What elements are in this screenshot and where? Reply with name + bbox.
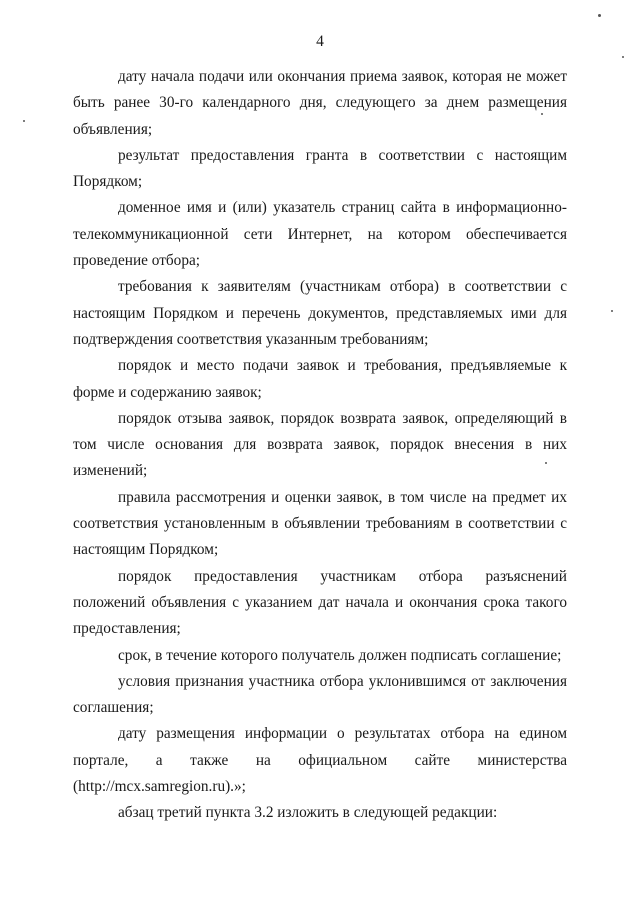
paragraph: абзац третий пункта 3.2 изложить в следующей редакции: (118, 804, 498, 822)
paragraph: требования к заявителям (участникам отбора) в соответствии с настоящим Порядком и перечень документов, представляемых ими для подтверждения соответствия указанным требованиям; (73, 278, 567, 348)
scan-speck (545, 462, 547, 464)
scan-speck (622, 56, 624, 58)
page-number: 4 (316, 33, 324, 50)
paragraph: срок, в течение которого получатель должен подписать соглашение; (118, 646, 562, 664)
paragraph: условия признания участника отбора уклонившимся от заключения соглашения; (73, 672, 567, 717)
scan-speck (23, 120, 25, 122)
scan-speck (611, 310, 613, 312)
paragraph: дату начала подачи или окончания приема заявок, которая не может быть ранее 30-го календарного дня, следующего за днем размещения объявления; (73, 68, 567, 138)
paragraph: результат предоставления гранта в соответствии с настоящим Порядком; (73, 146, 567, 191)
paragraph: порядок отзыва заявок, порядок возврата заявок, определяющий в том числе основания для возврата заявок, порядок внесения в них изменений; (73, 409, 567, 480)
document-body (73, 64, 567, 827)
paragraph: порядок предоставления участникам отбора разъяснений положений объявления с указанием дат начала и окончания срока такого предоставления; (73, 567, 567, 638)
paragraph: доменное имя и (или) указатель страниц сайта в информационно-телекоммуникационной сети Интернет, на котором обеспечивается проведение отбора; (73, 199, 567, 270)
paragraph: правила рассмотрения и оценки заявок, в том числе на предмет их соответствия установленным в объявлении требованиям в соответствии с настоящим Порядком; (73, 488, 567, 559)
scan-speck (541, 113, 543, 115)
paragraph: дату размещения информации о результатах отбора на едином портале, а также на официальном сайте министерства (http://mcx.samregion.ru).»; (73, 725, 567, 796)
scan-speck (598, 14, 601, 17)
paragraph: порядок и место подачи заявок и требования, предъявляемые к форме и содержанию заявок; (73, 357, 567, 401)
